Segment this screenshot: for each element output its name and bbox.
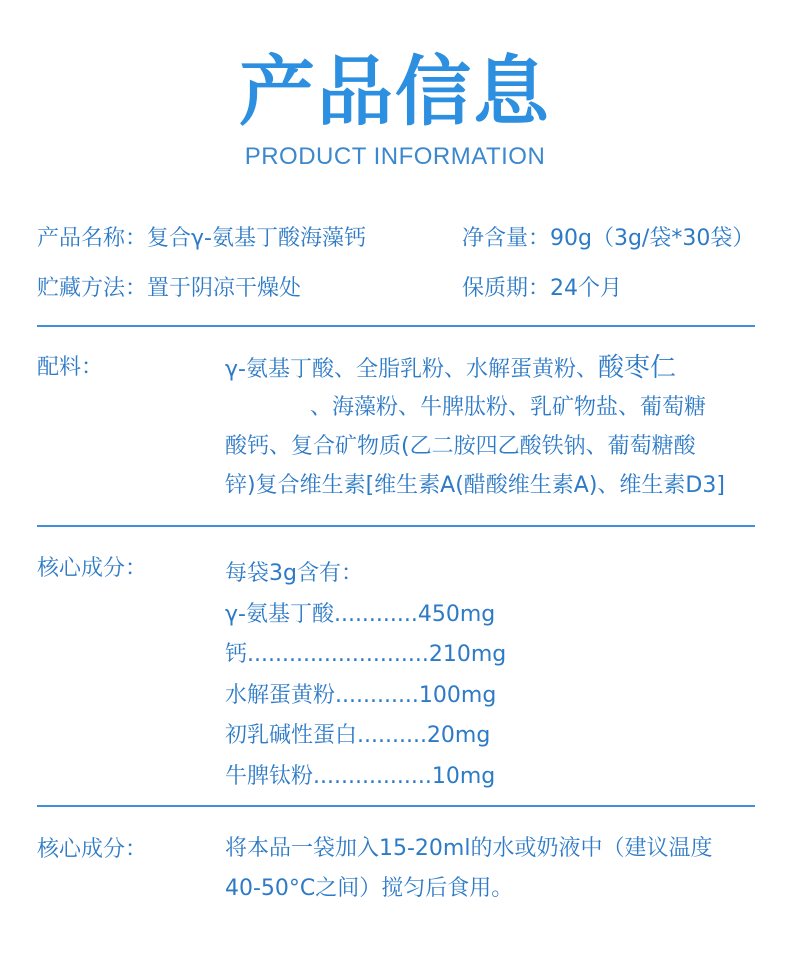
page-subtitle: PRODUCT INFORMATION bbox=[244, 143, 546, 170]
divider bbox=[37, 525, 755, 527]
highlight-ingredient: 酸枣仁 bbox=[597, 353, 676, 383]
page-title: 产品信息 bbox=[239, 47, 551, 136]
list-item: γ-氨基丁酸............450mg bbox=[225, 601, 496, 627]
core-label: 核心成分： bbox=[37, 556, 148, 581]
shelf-life: 保质期：24个月 bbox=[462, 276, 622, 301]
ingredients-line-3: 酸钙、复合矿物质(乙二胺四乙酸铁钠、葡萄糖酸 bbox=[225, 434, 696, 459]
list-item: 钙..........................210mg bbox=[225, 642, 507, 667]
list-item: 水解蛋黄粉............100mg bbox=[225, 682, 497, 708]
ingredients-label: 配料： bbox=[37, 355, 104, 380]
divider bbox=[37, 325, 755, 327]
usage-label: 核心成分： bbox=[37, 837, 148, 862]
list-item: 初乳碱性蛋白..........20mg bbox=[225, 723, 491, 748]
core-ingredients-list bbox=[225, 554, 506, 797]
ingredients-line-2: 、海藻粉、牛脾肽粉、乳矿物盐、葡萄糖 bbox=[310, 395, 707, 420]
net-content: 净含量：90g（3g/袋*30袋） bbox=[462, 226, 755, 251]
storage-method: 贮藏方法：置于阴凉干燥处 bbox=[37, 276, 302, 301]
ingredients-line-1: γ-氨基丁酸、全脂乳粉、水解蛋黄粉、酸枣仁 bbox=[225, 353, 676, 383]
usage-line-1: 将本品一袋加入15-20ml的水或奶液中（建议温度 bbox=[225, 836, 713, 861]
divider bbox=[37, 805, 755, 807]
usage-line-2: 40-50°C之间）搅匀后食用。 bbox=[225, 876, 514, 901]
list-item: 牛脾钛粉.................10mg bbox=[225, 763, 496, 789]
product-name: 产品名称：复合γ-氨基丁酸海藻钙 bbox=[37, 226, 366, 251]
ingredients-line-4: 锌)复合维生素[维生素A(醋酸维生素A)、维生素D3] bbox=[225, 473, 725, 498]
core-intro: 每袋3g含有： bbox=[225, 561, 363, 586]
